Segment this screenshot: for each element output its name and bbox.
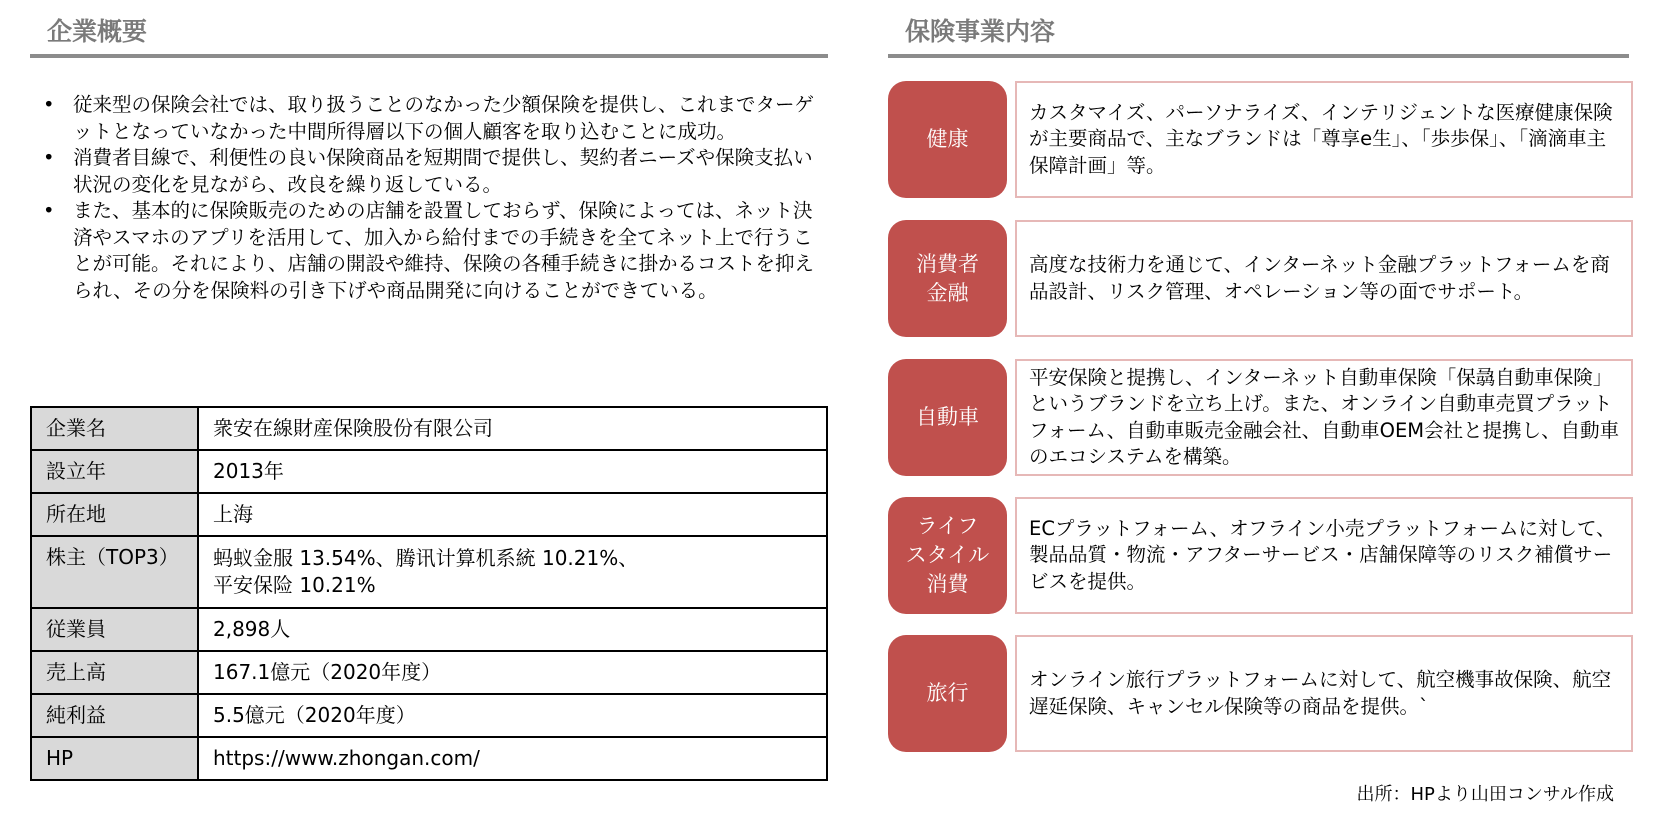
- table-row: [31, 493, 827, 536]
- table-row: [31, 737, 827, 780]
- table-row: [31, 694, 827, 737]
- business-label-badge: [888, 81, 1007, 198]
- business-label-text: 消費者 金融: [916, 251, 979, 305]
- company-info-table: [30, 406, 828, 781]
- business-description-text: カスタマイズ、パーソナライズ、インテリジェントな医療健康保険が主要商品で、主なブランドは「尊享e生」、「歩歩保」、「滴滴車主保障計画」等。: [1029, 100, 1613, 177]
- business-label-badge: [888, 635, 1007, 752]
- row-label-employees: 従業員: [31, 608, 198, 651]
- overview-bullet-list: [40, 92, 830, 304]
- row-label-revenue: 売上高: [31, 651, 198, 694]
- row-value-shareholders: 蚂蚁金服 13.54%、腾讯计算机系統 10.21%、 平安保险 10.21%: [198, 536, 827, 608]
- row-value-employees: 2,898人: [198, 608, 827, 651]
- bullet-item: • 従来型の保険会社では、取り扱うことのなかった少額保険を提供し、これまでターゲットとなっていなかった中間所得層以下の個人顧客を取り込むことに成功。: [40, 92, 830, 145]
- business-description-text: 高度な技術力を通じて、インターネット金融プラットフォームを商品設計、リスク管理、オペレーション等の面でサポート。: [1029, 253, 1610, 303]
- row-label-homepage: HP: [31, 737, 198, 780]
- source-note: 出所：HPより山田コンサル作成: [1356, 784, 1614, 805]
- row-label-founded: 設立年: [31, 450, 198, 493]
- table-row: [31, 450, 827, 493]
- business-description-box: [1015, 359, 1633, 476]
- row-value-revenue: 167.1億元（2020年度）: [198, 651, 827, 694]
- row-label-shareholders: 株主（TOP3）: [31, 536, 198, 608]
- business-description-box: [1015, 497, 1633, 614]
- business-description-text: 平安保険と提携し、インターネット自動車保険「保骉自動車保険」というブランドを立ち上げ。また、オンライン自動車売買プラットフォーム、自動車販売金融会社、自動車OEM会社と提携し、自動車のエコシステムを構築。: [1029, 365, 1620, 468]
- row-label-net-profit: 純利益: [31, 694, 198, 737]
- business-item-consumer-finance: [888, 220, 1633, 337]
- insurance-business-title: 保険事業内容: [888, 14, 1629, 58]
- row-value-founded: 2013年: [198, 450, 827, 493]
- business-description-text: ECプラットフォーム、オフライン小売プラットフォームに対して、製品品質・物流・アフターサービス・店舗保障等のリスク補償サービスを提供。: [1029, 516, 1616, 593]
- bullet-item: • また、基本的に保険販売のための店舗を設置しておらず、保険によっては、ネット決済やスマホのアプリを活用して、加入から給付までの手続きを全てネット上で行うことが可能。それにより、店舗の開設や維持、保険の各種手続きに掛かるコストを抑えられ、その分を保険料の引き下げや商品開発に向けることができている。: [40, 198, 830, 304]
- business-label-badge: [888, 497, 1007, 614]
- row-value-location: 上海: [198, 493, 827, 536]
- business-description-box: [1015, 220, 1633, 337]
- business-label-text: 健康: [926, 127, 969, 151]
- row-value-company-name: 衆安在線財産保険股份有限公司: [198, 407, 827, 450]
- business-label-text: 自動車: [916, 405, 979, 429]
- table-row: [31, 651, 827, 694]
- business-description-text: オンライン旅行プラットフォームに対して、航空機事故保険、航空遅延保険、キャンセル保険等の商品を提供。`: [1029, 668, 1612, 718]
- business-label-text: 旅行: [926, 681, 969, 705]
- row-value-homepage-link[interactable]: https://www.zhongan.com/: [198, 737, 827, 780]
- business-item-health: [888, 81, 1633, 198]
- business-label-badge: [888, 359, 1007, 476]
- table-row: [31, 536, 827, 608]
- business-description-box: [1015, 81, 1633, 198]
- business-description-box: [1015, 635, 1633, 752]
- business-item-travel: [888, 635, 1633, 752]
- business-label-badge: [888, 220, 1007, 337]
- business-item-automobile: [888, 359, 1633, 476]
- row-value-net-profit: 5.5億元（2020年度）: [198, 694, 827, 737]
- row-label-location: 所在地: [31, 493, 198, 536]
- business-label-text: ライフ スタイル 消費: [905, 514, 990, 596]
- table-row: [31, 608, 827, 651]
- company-overview-title: 企業概要: [30, 14, 828, 58]
- row-label-company-name: 企業名: [31, 407, 198, 450]
- business-item-lifestyle: [888, 497, 1633, 614]
- table-row: [31, 407, 827, 450]
- bullet-item: • 消費者目線で、利便性の良い保険商品を短期間で提供し、契約者ニーズや保険支払い状況の変化を見ながら、改良を繰り返している。: [40, 145, 830, 198]
